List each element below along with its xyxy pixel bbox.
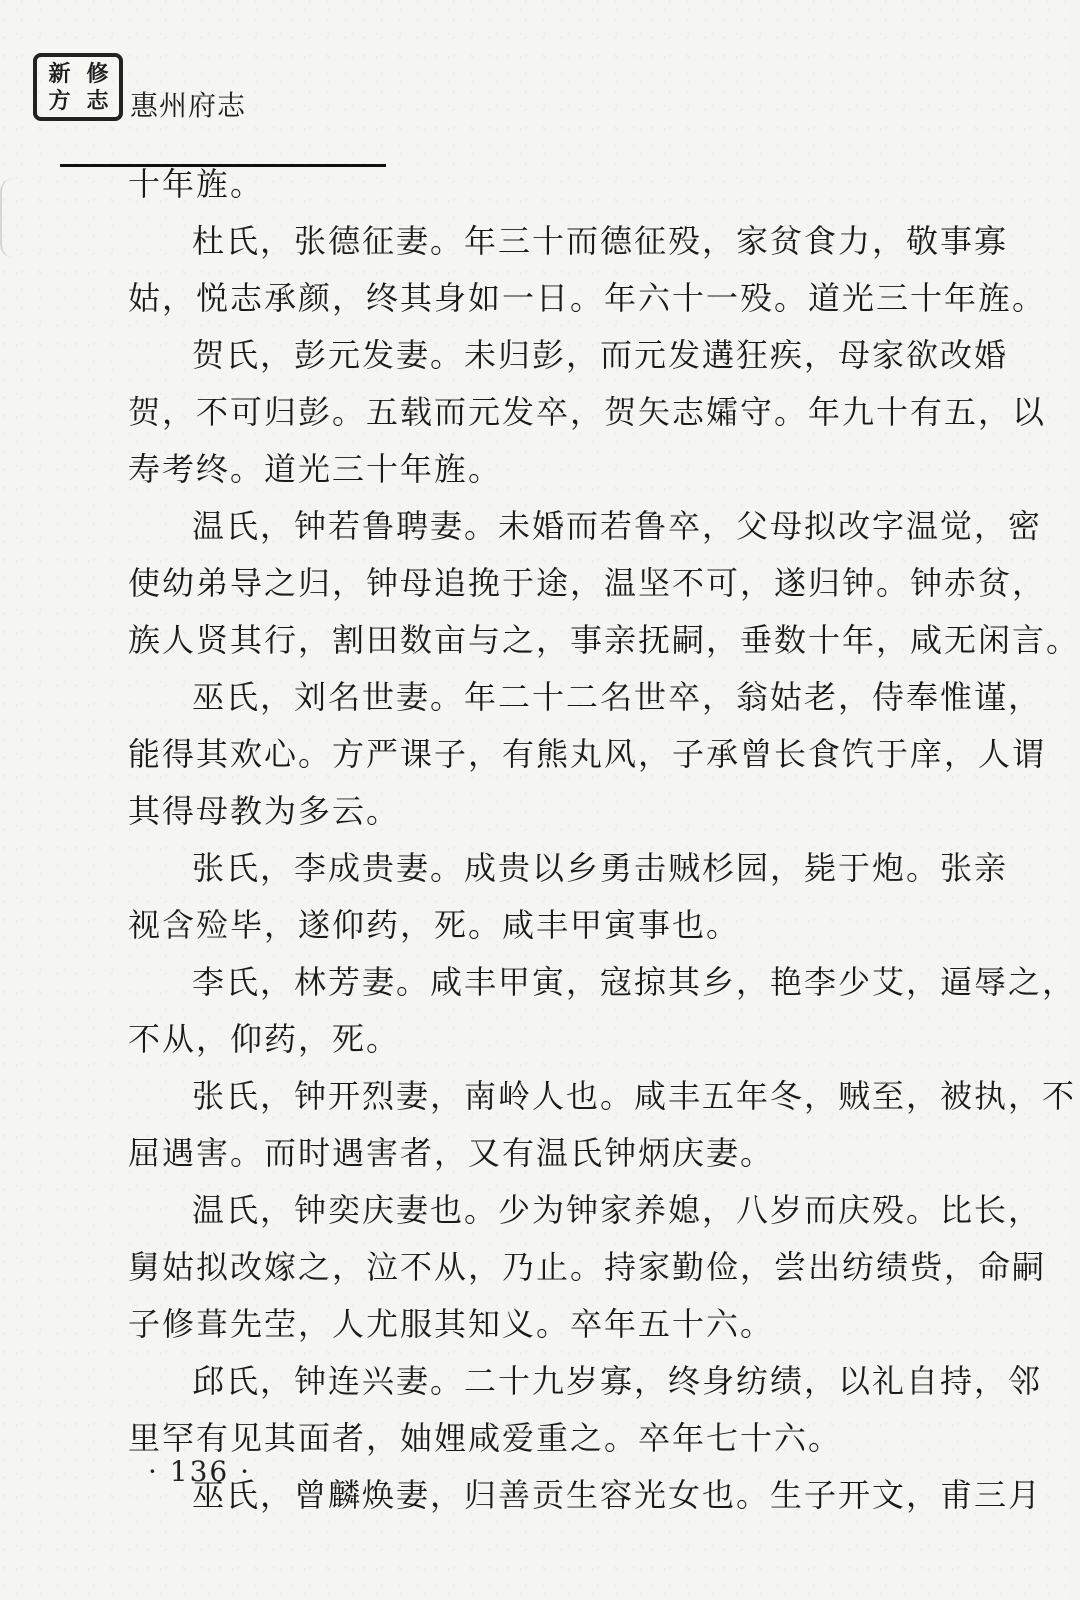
text-line-11: 能得其欢心。方严课子，有熊丸风，子承曾长食饩于庠，人谓 — [128, 735, 1047, 773]
page-header — [26, 28, 366, 138]
text-line-3: 姑，悦志承颜，终其身如一日。年六十一殁。道光三十年旌。 — [128, 279, 1047, 317]
text-line-1: 十年旌。 — [128, 165, 265, 203]
text-line-22: 邱氏，钟连兴妻。二十九岁寡，终身纺绩，以礼自持，邻 — [192, 1362, 1043, 1400]
seal-char-1: 新 — [48, 60, 70, 87]
text-line-16: 不从，仰药，死。 — [128, 1020, 401, 1058]
seal-box — [33, 53, 123, 121]
binding-mark — [0, 178, 22, 258]
book-title: 惠州府志 — [130, 89, 247, 122]
seal-char-3: 方 — [48, 87, 70, 114]
text-line-24: 巫氏，曾麟焕妻，归善贡生容光女也。生子开文，甫三月 — [192, 1476, 1043, 1514]
text-line-10: 巫氏，刘名世妻。年二十二名世卒，翁姑老，侍奉惟谨， — [192, 678, 1043, 716]
text-line-9: 族人贤其行，割田数亩与之，事亲抚嗣，垂数十年，咸无闲言。 — [128, 621, 1080, 659]
text-line-7: 温氏，钟若鲁聘妻。未婚而若鲁卒，父母拟改字温觉，密 — [192, 507, 1043, 545]
seal-logo — [26, 46, 130, 128]
text-line-14: 视含殓毕，遂仰药，死。咸丰甲寅事也。 — [128, 906, 741, 944]
text-line-17: 张氏，钟开烈妻，南岭人也。咸丰五年冬，贼至，被执，不 — [192, 1077, 1077, 1115]
seal-char-2: 修 — [86, 60, 108, 87]
text-line-13: 张氏，李成贵妻。成贵以乡勇击贼杉园，毙于炮。张亲 — [192, 849, 1009, 887]
text-line-21: 子修葺先茔，人尤服其知义。卒年五十六。 — [128, 1305, 775, 1343]
text-line-4: 贺氏，彭元发妻。未归彭，而元发遘狂疾，母家欲改婚 — [192, 336, 1009, 374]
seal-char-4: 志 — [86, 87, 108, 114]
text-line-8: 使幼弟导之归，钟母追挽于途，温坚不可，遂归钟。钟赤贫， — [128, 564, 1047, 602]
text-line-20: 舅姑拟改嫁之，泣不从，乃止。持家勤俭，尝出纺绩赀，命嗣 — [128, 1248, 1047, 1286]
text-line-18: 屈遇害。而时遇害者，又有温氏钟炳庆妻。 — [128, 1134, 775, 1172]
page-number: · 136 · — [148, 1455, 252, 1488]
text-line-23: 里罕有见其面者，妯娌咸爱重之。卒年七十六。 — [128, 1419, 843, 1457]
text-line-2: 杜氏，张德征妻。年三十而德征殁，家贫食力，敬事寡 — [192, 222, 1009, 260]
text-line-5: 贺，不可归彭。五载而元发卒，贺矢志孀守。年九十有五，以 — [128, 393, 1047, 431]
text-line-19: 温氏，钟奕庆妻也。少为钟家养媳，八岁而庆殁。比长， — [192, 1191, 1043, 1229]
text-line-12: 其得母教为多云。 — [128, 792, 401, 830]
text-line-6: 寿考终。道光三十年旌。 — [128, 450, 503, 488]
text-line-15: 李氏，林芳妻。咸丰甲寅，寇掠其乡，艳李少艾，逼辱之， — [192, 963, 1077, 1001]
